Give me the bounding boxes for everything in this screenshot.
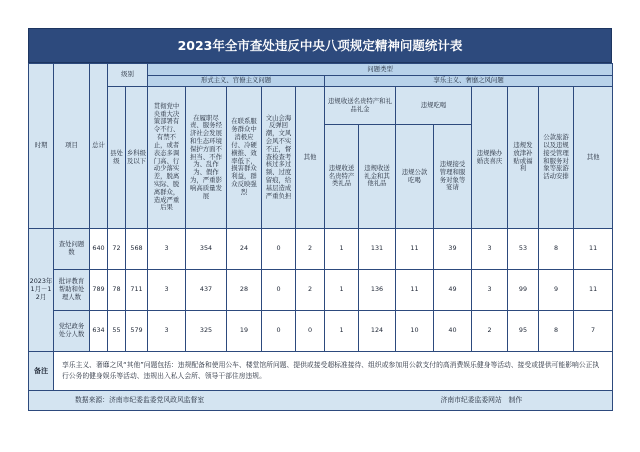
value-cell: 354 xyxy=(186,229,227,270)
value-cell: 124 xyxy=(359,311,396,352)
value-cell: 3 xyxy=(472,270,508,311)
value-cell: 3 xyxy=(148,270,186,311)
formalism-col-4: 文山会海反弹回潮，文风会风不实不正，督查检查考核过多过频、过度留痕，给基层造成严重负担 xyxy=(262,87,296,229)
value-cell: 0 xyxy=(296,311,325,352)
hedonism-col-wedding: 违规操办婚丧喜庆 xyxy=(472,87,508,229)
formalism-col-1: 贯彻党中央重大决策部署有令不行、有禁不止，或者表态多调门高、行动少落实差，脱离实际、脱离群众，造成严重后果 xyxy=(148,87,186,229)
total-cell: 634 xyxy=(90,311,108,352)
dining-col-banquet: 违规接受管理和服务对象等宴请 xyxy=(434,125,472,229)
value-cell: 3 xyxy=(148,229,186,270)
value-cell: 8 xyxy=(539,229,574,270)
row-label: 查处问题数 xyxy=(54,229,90,270)
value-cell: 1 xyxy=(325,270,359,311)
period-header: 时期 xyxy=(29,64,54,229)
value-cell: 136 xyxy=(359,270,396,311)
header-row-3 xyxy=(29,87,613,125)
value-cell: 49 xyxy=(434,270,472,311)
title-bar xyxy=(28,28,612,63)
row-label: 批评教育帮助和处理人数 xyxy=(54,270,90,311)
value-cell: 11 xyxy=(574,229,613,270)
value-cell: 3 xyxy=(472,229,508,270)
county-cell: 78 xyxy=(108,270,126,311)
value-cell: 10 xyxy=(396,311,434,352)
data-source: 数据来源：济南市纪委监委党风政风监督室 xyxy=(75,396,205,405)
value-cell: 9 xyxy=(539,270,574,311)
remark-text: 享乐主义、奢靡之风“其他”问题包括：违规配备和使用公车、楼堂馆所问题、提供或接受超标准接待、组织或参加用公款支付的高消费娱乐健身等活动、接受或提供可能影响公正执行公务的健身娱乐等活动、违规出入私人会所、领导干部住房违规。 xyxy=(54,352,613,391)
value-cell: 325 xyxy=(186,311,227,352)
value-cell: 28 xyxy=(227,270,262,311)
remark-label: 备注 xyxy=(29,352,54,391)
header-row-1 xyxy=(29,64,613,76)
hedonism-col-allowance: 违规发放津补贴或福利 xyxy=(508,87,539,229)
gift-col-cash: 违规收送礼金和其他礼品 xyxy=(359,125,396,229)
township-cell: 579 xyxy=(126,311,148,352)
township-cell: 568 xyxy=(126,229,148,270)
total-cell: 789 xyxy=(90,270,108,311)
value-cell: 11 xyxy=(396,270,434,311)
township-level-header: 乡科级及以下 xyxy=(126,87,148,229)
value-cell: 0 xyxy=(262,311,296,352)
gift-group-header: 违规收送名贵特产和礼品礼金 xyxy=(325,87,396,125)
table-row xyxy=(29,229,613,270)
value-cell: 99 xyxy=(508,270,539,311)
value-cell: 131 xyxy=(359,229,396,270)
table-row xyxy=(29,311,613,352)
township-cell: 711 xyxy=(126,270,148,311)
value-cell: 2 xyxy=(472,311,508,352)
formalism-col-other: 其他 xyxy=(296,87,325,229)
hedonism-col-travel: 公款旅游以及违规接受管理和服务对象等旅游活动安排 xyxy=(539,87,574,229)
value-cell: 1 xyxy=(325,311,359,352)
hedonism-header: 享乐主义、奢靡之风问题 xyxy=(325,76,613,87)
dining-group-header: 违规吃喝 xyxy=(396,87,472,125)
problem-type-header: 问题类型 xyxy=(148,64,613,76)
table-title: 2023年全市查处违反中央八项规定精神问题统计表 xyxy=(177,38,463,53)
dining-col-public: 违规公款吃喝 xyxy=(396,125,434,229)
footer xyxy=(29,391,613,411)
gift-col-specialty: 违规收送名贵特产类礼品 xyxy=(325,125,359,229)
value-cell: 53 xyxy=(508,229,539,270)
county-cell: 55 xyxy=(108,311,126,352)
hedonism-col-other: 其他 xyxy=(574,87,613,229)
value-cell: 1 xyxy=(325,229,359,270)
county-level-header: 县处级 xyxy=(108,87,126,229)
value-cell: 11 xyxy=(574,270,613,311)
total-header: 总计 xyxy=(90,64,108,229)
value-cell: 39 xyxy=(434,229,472,270)
formalism-col-2: 在履职尽责、服务经济社会发展和生态环境保护方面不担当、不作为、乱作为、假作为，严重影响高质量发展 xyxy=(186,87,227,229)
level-header: 级别 xyxy=(108,64,148,87)
value-cell: 2 xyxy=(296,270,325,311)
county-cell: 72 xyxy=(108,229,126,270)
value-cell: 95 xyxy=(508,311,539,352)
total-cell: 640 xyxy=(90,229,108,270)
value-cell: 24 xyxy=(227,229,262,270)
value-cell: 40 xyxy=(434,311,472,352)
value-cell: 11 xyxy=(396,229,434,270)
value-cell: 19 xyxy=(227,311,262,352)
row-label: 党纪政务处分人数 xyxy=(54,311,90,352)
value-cell: 3 xyxy=(148,311,186,352)
formalism-col-3: 在联系服务群众中消极应付、冷硬横推、效率低下，损害群众利益，群众反映强烈 xyxy=(227,87,262,229)
stats-table xyxy=(28,63,613,411)
remark-row xyxy=(29,352,613,391)
value-cell: 8 xyxy=(539,311,574,352)
value-cell: 7 xyxy=(574,311,613,352)
footer-row xyxy=(29,391,613,411)
value-cell: 0 xyxy=(262,270,296,311)
item-header: 项目 xyxy=(54,64,90,229)
formalism-header: 形式主义、官僚主义问题 xyxy=(148,76,325,87)
value-cell: 437 xyxy=(186,270,227,311)
value-cell: 0 xyxy=(262,229,296,270)
stats-sheet xyxy=(28,28,612,424)
period-cell: 2023年1月－12月 xyxy=(29,229,54,352)
value-cell: 2 xyxy=(296,229,325,270)
table-row xyxy=(29,270,613,311)
publisher: 济南市纪委监委网站 制作 xyxy=(440,396,523,405)
